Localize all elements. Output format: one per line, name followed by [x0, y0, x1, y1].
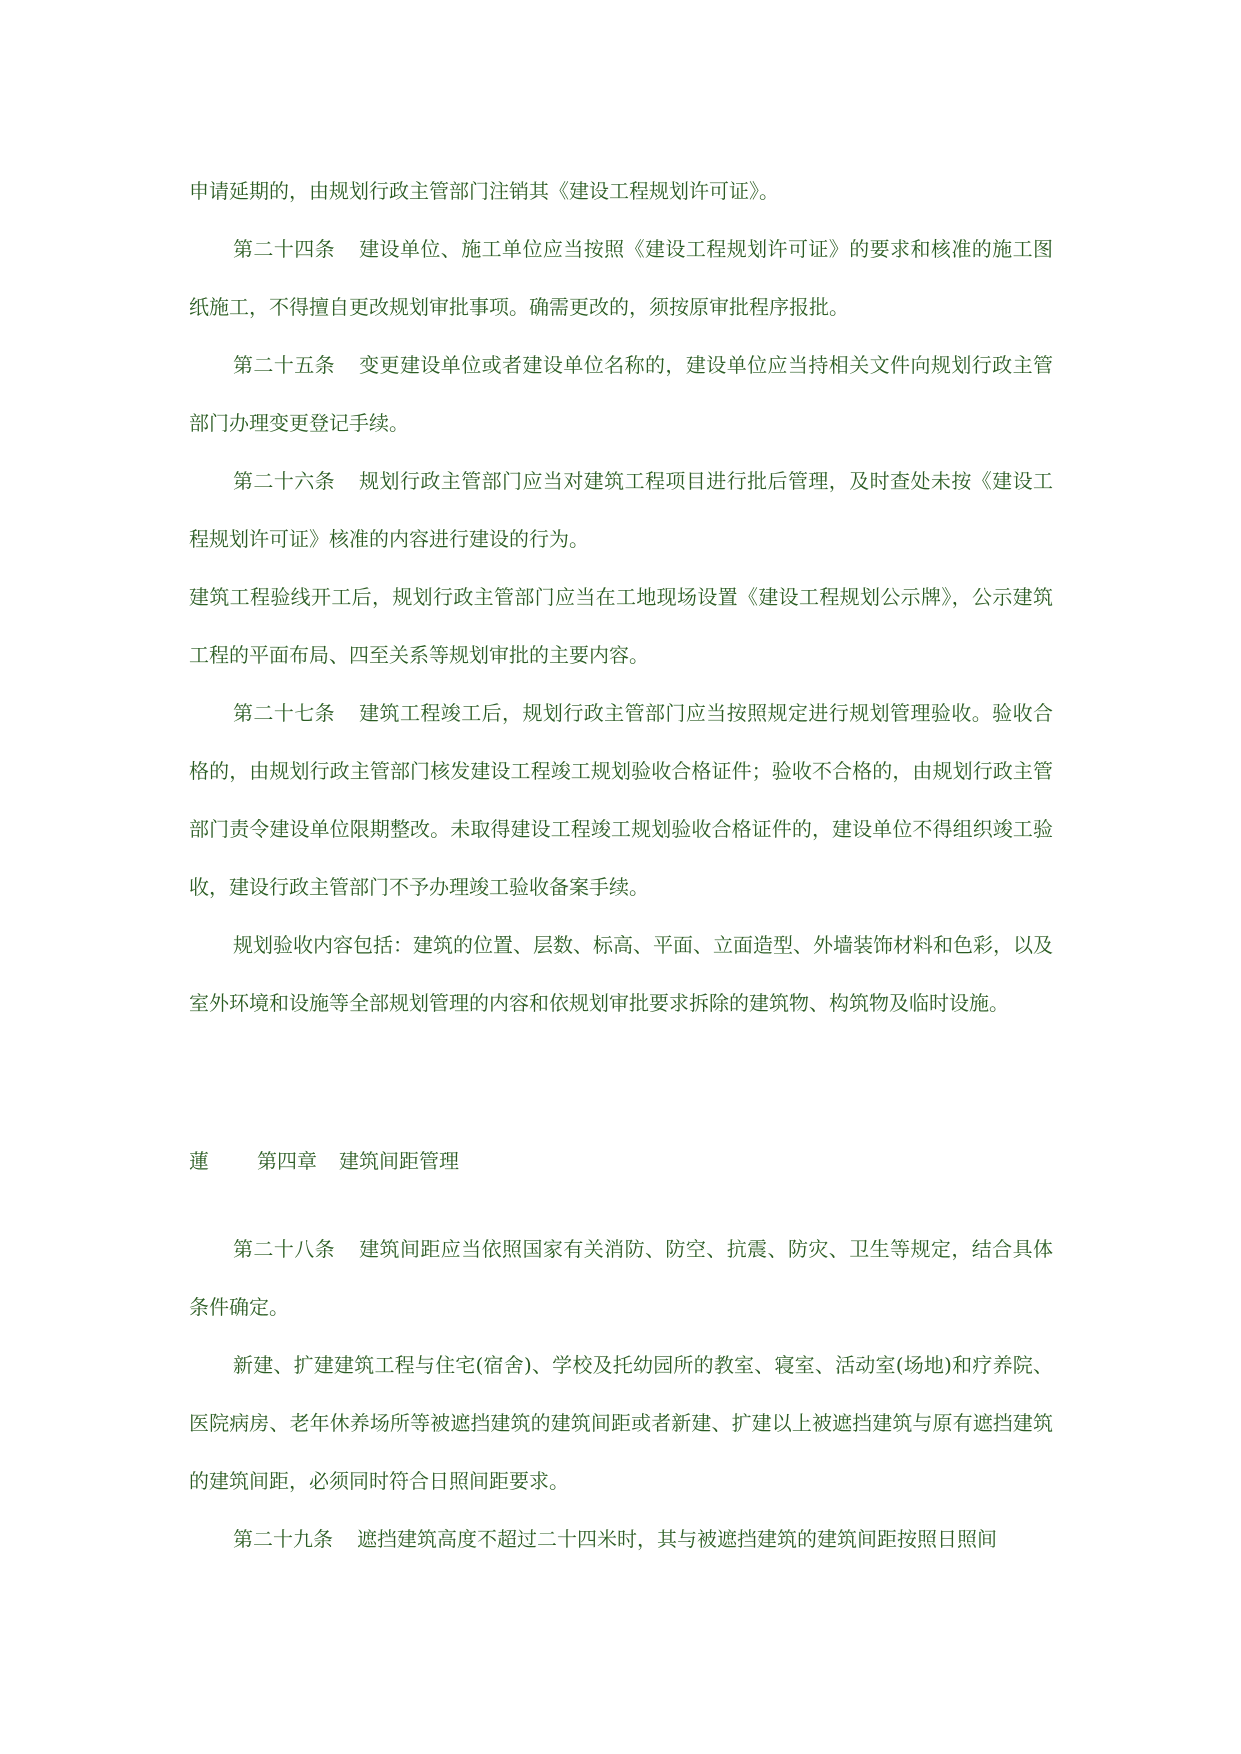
paragraph-0 — [189, 162, 1053, 220]
paragraph-4 — [189, 568, 1053, 684]
paragraph-article-28 — [189, 1220, 1053, 1336]
paragraph-text: 申请延期的，由规划行政主管部门注销其《建设工程规划许可证》。 — [189, 179, 779, 203]
paragraph-text: 建筑工程竣工后，规划行政主管部门应当按照规定进行规划管理验收。验收合格的，由规划行政主管部门核发建设工程竣工规划验收合格证件；验收不合格的，由规划行政主管部门责令建设单位限期整改。未取得建设工程竣工规划验收合格证件的，建设单位不得组织竣工验收，建设行政主管部门不予办理竣工验收备案手续。 — [189, 701, 1054, 899]
article-number: 第二十九条 — [233, 1527, 333, 1551]
paragraph-text: 规划验收内容包括：建筑的位置、层数、标高、平面、立面造型、外墙装饰材料和色彩，以及室外环境和设施等全部规划管理的内容和依规划审批要求拆除的建筑物、构筑物及临时设施。 — [189, 933, 1053, 1015]
paragraph-article-24 — [189, 220, 1053, 336]
article-number: 第二十四条 — [233, 237, 336, 261]
paragraph-text: 变更建设单位或者建设单位名称的，建设单位应当持相关文件向规划行政主管部门办理变更登记手续。 — [189, 353, 1054, 435]
paragraph-text: 建筑工程验线开工后，规划行政主管部门应当在工地现场设置《建设工程规划公示牌》，公示建筑工程的平面布局、四至关系等规划审批的主要内容。 — [189, 585, 1053, 667]
article-number: 第二十七条 — [233, 701, 336, 725]
paragraph-text: 建设单位、施工单位应当按照《建设工程规划许可证》的要求和核准的施工图纸施工，不得擅自更改规划审批事项。确需更改的，须按原审批程序报批。 — [189, 237, 1054, 319]
paragraph-text: 新建、扩建建筑工程与住宅(宿舍)、学校及托幼园所的教室、寝室、活动室(场地)和疗养院、医院病房、老年休养场所等被遮挡建筑的建筑间距或者新建、扩建以上被遮挡建筑与原有遮挡建筑的建筑间距，必须同时符合日照间距要求。 — [189, 1353, 1053, 1493]
chapter-title: 建筑间距管理 — [339, 1149, 459, 1173]
chapter-mark: 蓮 — [189, 1149, 209, 1173]
chapter-heading — [189, 1132, 459, 1190]
chapter-number: 第四章 — [257, 1149, 317, 1173]
article-number: 第二十六条 — [233, 469, 336, 493]
paragraph-text: 建筑间距应当依照国家有关消防、防空、抗震、防灾、卫生等规定，结合具体条件确定。 — [189, 1237, 1054, 1319]
paragraph-text: 遮挡建筑高度不超过二十四米时，其与被遮挡建筑的建筑间距按照日照间 — [357, 1527, 997, 1551]
article-number: 第二十八条 — [233, 1237, 336, 1261]
article-number: 第二十五条 — [233, 353, 336, 377]
paragraph-article-27 — [189, 684, 1053, 916]
paragraph-article-25 — [189, 336, 1053, 452]
paragraph-6 — [189, 916, 1053, 1032]
paragraph-8 — [189, 1336, 1053, 1510]
paragraph-text: 规划行政主管部门应当对建筑工程项目进行批后管理，及时查处未按《建设工程规划许可证》核准的内容进行建设的行为。 — [189, 469, 1054, 551]
paragraph-article-29 — [189, 1510, 1053, 1568]
paragraph-article-26 — [189, 452, 1053, 568]
